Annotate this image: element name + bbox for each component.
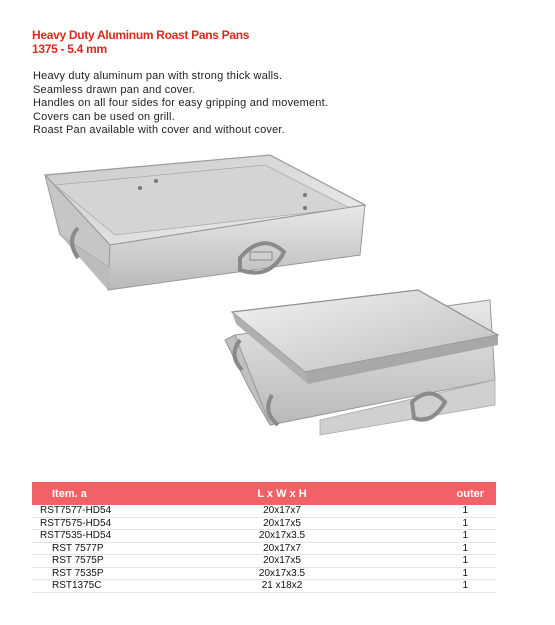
table-row xyxy=(32,568,496,581)
item-dimensions: 20x17x5 xyxy=(263,555,301,566)
item-dimensions: 21 x18x2 xyxy=(261,580,303,591)
description-line: Covers can be used on grill. xyxy=(33,110,175,123)
item-outer: 1 xyxy=(462,542,468,554)
item-code: RST7577-HD54 xyxy=(40,505,112,516)
table-row xyxy=(32,505,496,518)
description-line: Seamless drawn pan and cover. xyxy=(33,83,196,96)
item-dimensions: 20x17x5 xyxy=(263,517,301,529)
covered-pan xyxy=(225,290,498,435)
product-table xyxy=(32,482,496,593)
item-code: RST 7577P xyxy=(52,542,104,554)
item-outer: 1 xyxy=(462,505,468,516)
product-title xyxy=(32,28,249,56)
item-dimensions: 20x17x3.5 xyxy=(258,567,306,579)
column-header-dimensions: L x W x H xyxy=(257,487,307,500)
product-title-line1: Heavy Duty Aluminum Roast Pans Pans xyxy=(32,28,250,42)
item-code: RST7575-HD54 xyxy=(40,517,112,529)
item-dimensions: 20x17x7 xyxy=(263,505,301,516)
roast-pan-image xyxy=(0,140,555,480)
open-pan xyxy=(45,155,365,290)
table-row xyxy=(32,530,496,543)
item-outer: 1 xyxy=(462,555,468,566)
description-line: Heavy duty aluminum pan with strong thick walls. xyxy=(33,70,283,82)
table-header xyxy=(32,482,496,505)
description-line: Handles on all four sides for easy gripping and movement. xyxy=(33,97,329,110)
item-outer: 1 xyxy=(462,530,468,541)
product-description xyxy=(33,70,328,138)
table-row xyxy=(32,518,496,531)
item-code: RST1375C xyxy=(52,580,102,591)
column-header-item: Item. a xyxy=(52,487,87,500)
table-row xyxy=(32,543,496,556)
item-outer: 1 xyxy=(462,567,468,579)
item-code: RST7535-HD54 xyxy=(40,530,112,541)
item-code: RST 7575P xyxy=(52,555,104,566)
item-outer: 1 xyxy=(462,580,468,591)
item-dimensions: 20x17x3.5 xyxy=(258,530,306,541)
column-header-outer: outer xyxy=(456,487,484,500)
description-line: Roast Pan available with cover and without cover. xyxy=(33,124,285,137)
product-title-line2: 1375 - 5.4 mm xyxy=(32,42,107,56)
table-row xyxy=(32,580,496,593)
item-outer: 1 xyxy=(462,517,468,529)
table-row xyxy=(32,555,496,568)
item-dimensions: 20x17x7 xyxy=(263,542,301,554)
item-code: RST 7535P xyxy=(52,567,104,579)
